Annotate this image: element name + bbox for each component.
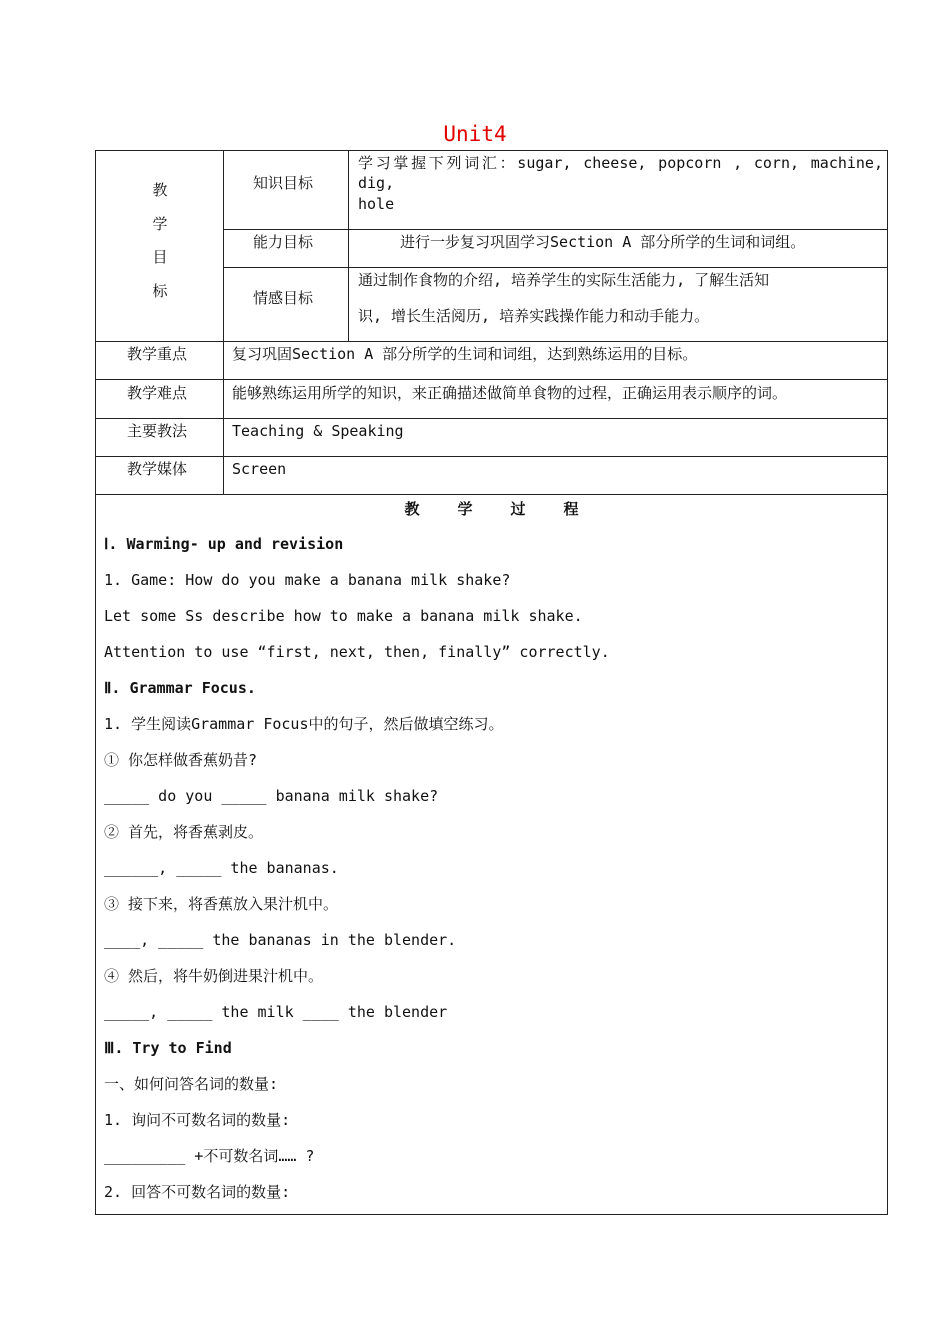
key-points-content: 复习巩固Section A 部分所学的生词和词组，达到熟练运用的目标。 [232, 345, 698, 363]
difficulties-content: 能够熟练运用所学的知识，来正确描述做简单食物的过程，正确运用表示顺序的词。 [232, 384, 788, 402]
key-points-label: 教学重点 [127, 345, 188, 363]
process-line: ③ 接下来，将香蕉放入果汁机中。 [104, 895, 339, 913]
column-divider [348, 150, 349, 341]
ability-objective-label: 能力目标 [253, 233, 314, 251]
ability-objective-content: 进行一步复习巩固学习Section A 部分所学的生词和词组。 [400, 233, 806, 251]
section-heading: Ⅰ. Warming- up and revision [104, 535, 344, 553]
row-divider [95, 418, 888, 419]
objectives-label-char: 目 [152, 248, 168, 266]
teaching-media-content: Screen [232, 460, 287, 478]
emotion-objective-line2: 识, 增长生活阅历, 培养实践操作能力和动手能力。 [358, 307, 710, 325]
row-divider [95, 456, 888, 457]
objectives-label-char: 学 [152, 214, 168, 233]
process-line: Attention to use “first, next, then, finally” correctly. [104, 643, 610, 661]
knowledge-objective-line1: 学习掌握下列词汇：sugar, cheese, popcorn , corn, machine, dig, [358, 154, 883, 192]
row-divider [223, 267, 888, 268]
section-heading: Ⅲ. Try to Find [104, 1039, 232, 1057]
objectives-label-char: 标 [152, 281, 168, 300]
fill-blank-line: _____, _____ the milk ____ the blender [104, 1003, 448, 1021]
column-divider [223, 150, 224, 494]
fill-blank-line: ____, _____ the bananas in the blender. [104, 931, 457, 949]
fill-blank-line: _____ do you _____ banana milk shake? [104, 787, 439, 805]
row-divider [95, 341, 888, 342]
teaching-method-content: Teaching & Speaking [232, 422, 404, 440]
process-line: 1. 询问不可数名词的数量: [104, 1111, 291, 1129]
emotion-objective-line1: 通过制作食物的介绍, 培养学生的实际生活能力, 了解生活知 [358, 271, 770, 289]
fill-blank-line: ______, _____ the bananas. [104, 859, 339, 877]
process-line: 1. Game: How do you make a banana milk shake? [104, 571, 511, 589]
process-line: Let some Ss describe how to make a banana milk shake. [104, 607, 583, 625]
row-divider [95, 494, 888, 495]
row-divider [95, 379, 888, 380]
process-line: ② 首先，将香蕉剥皮。 [104, 823, 264, 841]
process-line: 一、如何问答名词的数量: [104, 1075, 279, 1093]
knowledge-objective-line2: hole [358, 195, 395, 213]
emotion-objective-label: 情感目标 [253, 289, 314, 307]
objectives-label [150, 174, 170, 308]
teaching-media-label: 教学媒体 [127, 460, 188, 478]
process-line: 1. 学生阅读Grammar Focus中的句子，然后做填空练习。 [104, 715, 504, 733]
process-line: ① 你怎样做香蕉奶昔? [104, 751, 258, 769]
page-title: Unit4 [443, 122, 507, 146]
knowledge-objective-label: 知识目标 [253, 174, 314, 192]
fill-blank-line: _________ +不可数名词…… ? [104, 1147, 315, 1165]
process-line: ④ 然后，将牛奶倒进果汁机中。 [104, 967, 324, 985]
difficulties-label: 教学难点 [127, 384, 188, 402]
process-line: 2. 回答不可数名词的数量: [104, 1183, 291, 1201]
section-heading: Ⅱ. Grammar Focus. [104, 679, 256, 697]
objectives-label-char: 教 [152, 181, 168, 199]
teaching-method-label: 主要教法 [127, 422, 188, 440]
process-heading: 教学过程 [404, 500, 617, 518]
row-divider [223, 229, 888, 230]
